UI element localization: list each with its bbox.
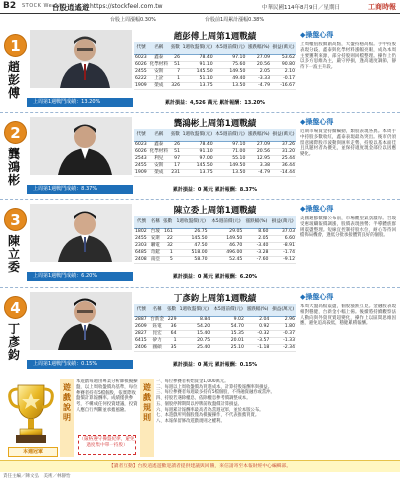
weekly-change: 台股上周漲幅0.30% bbox=[110, 17, 156, 23]
player-photo bbox=[30, 117, 132, 175]
section-divider bbox=[0, 112, 400, 113]
rank-badge: 2 bbox=[4, 121, 27, 144]
table-row: 2455 安斯 22 145.50 149.50 2.05 6.60 bbox=[135, 235, 295, 241]
opinion-title: ◆操盤心得 bbox=[300, 118, 334, 126]
rank-badge: 4 bbox=[4, 296, 27, 319]
rules-area bbox=[0, 377, 400, 459]
opinion-text: 上周權值股續創高點，大盤持穩高檔。手中持股表現分歧，鑫泰與化學材料漲幅亮眼，成為本周主要獲利來源，部分持股則回檔整理。操作上仍以多方思維為主，嚴守停損，逢高適度調節，靜待下一波主升段。 bbox=[300, 42, 396, 71]
profit-bar: 上周第1週戰鬥成績：6.20% bbox=[27, 272, 133, 281]
opinion-title: ◆操盤心得 bbox=[300, 293, 334, 301]
table-title: 龔鴻彬上周第1週戰績 bbox=[173, 119, 257, 129]
page-number: B2 bbox=[3, 1, 17, 11]
cumulative-change: 台股前1周累計漲幅0.38% bbox=[205, 17, 265, 23]
section-divider bbox=[0, 199, 400, 200]
table-row: 1909 榮成 231 13.75 13.50 -4.79 -14.44 bbox=[135, 169, 295, 175]
game-description-text: 本遊戲每週由專業分析師模擬操盤，以上周收盤價為基準，每位參賽者持有5檔個股，依實際收盤價計算報酬率。成績僅供參考，不構成任何投資建議，投資人應自行判斷並承擔風險。 bbox=[76, 379, 138, 413]
list-item: 二、每週以上周收盤價為買進成本，計算持股報酬率與損益。 bbox=[156, 384, 273, 390]
player-photo bbox=[30, 292, 132, 350]
list-item: 八、本報保留修改遊戲規則之權利。 bbox=[156, 418, 225, 424]
table-row: 2406 國碩 35 25.40 25.10 -1.18 -2.34 bbox=[135, 344, 295, 350]
opinion-text: 近期市場資金持續輪動，類股表現各異。本周手中持股多數收紅，鑫泰表現最為突出。後市仍須留意國際股市波動與匯率走勢，持股以基本面佳且具題材者為優先，並保持適度現金部位以因應變化。 bbox=[300, 129, 396, 158]
player-name-vertical: 丁 彥 鈞 bbox=[7, 322, 20, 362]
cumulative-total: 累計損益：0 萬元 累計報酬：0.15% bbox=[172, 362, 258, 368]
player-photo bbox=[30, 204, 132, 262]
table-row: 6026 化學材料 51 91.10 71.00 20.56 31.20 bbox=[135, 148, 295, 154]
table-row: 2455 安斯 7 145.50 149.50 2.05 2.10 bbox=[135, 68, 295, 74]
table-row: 6222 上詮 1 51.10 49.40 -3.33 -0.17 bbox=[135, 75, 295, 81]
profit-bar: 上周第1週戰鬥成績：8.37% bbox=[27, 185, 133, 194]
table-title: 陳立委上周第1週戰績 bbox=[173, 206, 257, 216]
table-row: 2303 聯電 32 47.50 46.70 -3.40 -8.91 bbox=[135, 242, 295, 248]
section-divider bbox=[0, 287, 400, 288]
list-item: 一、每位參賽者初始資金1,000萬元。 bbox=[156, 379, 229, 384]
reader-notice: 【讀者互動】台股逍遙遊歡迎讀者提供建議與回饋，來信請寄至本報財經中心編輯部。 bbox=[0, 460, 400, 472]
table-row: 6023 鑫泰 26 78.40 97.10 27.09 53.62 bbox=[135, 54, 295, 60]
player-name-vertical: 龔 鴻 彬 bbox=[7, 147, 20, 187]
list-item: 三、每位參賽者每週最多持有5檔個股，不得融資融券或當沖。 bbox=[156, 390, 275, 396]
opinion-title: ◆操盤心得 bbox=[300, 31, 334, 39]
table-row: 2455 安斯 17 145.50 149.50 3.38 36.44 bbox=[135, 162, 295, 168]
table-row: 2887 台新金 229 8.84 9.02 2.04 2.96 bbox=[135, 316, 295, 322]
table-row: 6023 鑫泰 26 78.40 97.10 27.09 37.26 bbox=[135, 141, 295, 147]
column-title: 台股逍遙遊 bbox=[52, 3, 90, 12]
table-row: 6485 奇鋐 1 518.00 496.00 -3.28 -1.74 bbox=[135, 249, 295, 255]
table-title: 丁彥鈞上周第1週戰績 bbox=[173, 294, 257, 304]
profit-bar: 上周第1週戰鬥成績：13.20% bbox=[27, 98, 133, 107]
editor-credits: 責任主編／陳文弘 美術／林靜怡 bbox=[3, 474, 71, 479]
holdings-table: 代號 名稱 張數 1週收盤價(元) 本5週前價(元) 漲跌幅(%) 損益(萬元) 6023 鑫泰 26 78.40 97.10 27.09 53.62 6026 化學材料 51 91.10 75.60 20.56 90.80 2455 安斯 7 145.50 149.50 2.05 2.10 6222 上詮 1 51.10 49.40 -3.33 -0.17 1909 榮成 326 13.75 13.50 -4.79 -16.67 bbox=[134, 42, 296, 90]
table-row: 1802 台玻 161 26.75 29.05 8.60 37.03 bbox=[135, 228, 295, 234]
trophy-icon bbox=[4, 379, 58, 451]
issue-date: 中華民國114年8月9日／星期日 bbox=[262, 5, 340, 11]
rank-badge: 3 bbox=[4, 208, 27, 231]
table-row: 6026 化學材料 51 91.10 75.60 20.56 90.80 bbox=[135, 61, 295, 67]
cumulative-total: 累計損益：0 萬元 累計報酬：6.20% bbox=[172, 274, 258, 280]
game-rules-heading: 遊戲規則 bbox=[140, 379, 154, 457]
opinion-text: 美國通膨數據公布前，市場觀望氣氛濃厚。台玻受惠玻纖報價調漲，股價表現強勢；半導體族群則震盪整理。短線宜控制持股水位，耐心等待回檔佈局機會，逢低分批承接體質良好的個股。 bbox=[300, 216, 396, 239]
player-name-vertical: 陳 立 委 bbox=[7, 234, 20, 274]
table-row: 6415 矽力 1 20.75 20.01 -3.57 -1.33 bbox=[135, 337, 295, 343]
list-item: 七、本遊戲所列個股僅為模擬操作，不代表推薦買賣。 bbox=[156, 413, 260, 419]
opinion-title: ◆操盤心得 bbox=[300, 205, 334, 213]
table-row: 2827 昆宏 64 15.40 15.35 -0.32 -0.37 bbox=[135, 330, 295, 336]
cumulative-total: 累計損益：4,526 萬元 累計報酬：13.20% bbox=[164, 100, 266, 106]
holdings-table: 代號 名稱 張數 1週收盤價(元) 本5週前價(元) 漲跌幅(%) 損益(萬元) 1802 台玻 161 26.75 29.05 8.60 37.03 2455 安斯 22 145.50 149.50 2.05 6.60 2303 聯電 32 47.50 46.70 -3.40 -8.91 6485 奇鋐 1 518.00 496.00 -3.28 -1.74 2408 南亞 5 58.70 52.45 -7.60 -9.12 bbox=[134, 216, 296, 264]
player-name-vertical: 趙 彭 傅 bbox=[7, 60, 20, 100]
table-row: 2609 鈺電 36 54.20 54.70 0.92 1.80 bbox=[135, 323, 295, 329]
opinion-text: 本周大盤高檔震盪，個股漲跌互見。金融股表現相對穩健，台新金小幅上揚。後續將持續觀察法人動向與外資買賣超變化，操作上以區間思維因應，避免追高殺低，穩健累積報酬。 bbox=[300, 304, 396, 327]
page-header bbox=[0, 0, 400, 14]
newspaper-logo: 工商時報 bbox=[368, 3, 396, 11]
website-url[interactable]: https://stockfeel.com.tw bbox=[90, 3, 163, 10]
table-row: 2543 利兒 97 97.00 55.10 12.95 25.44 bbox=[135, 155, 295, 161]
discipline-note: （嚴格遵守操盤紀律，避免過度集中單一持股） bbox=[78, 435, 136, 455]
cumulative-total: 累計損益：0 萬元 累計報酬：8.37% bbox=[172, 187, 258, 193]
section-tag: STOCK Weekly bbox=[22, 3, 65, 9]
game-description-heading: 遊戲說明 bbox=[60, 379, 74, 457]
list-item: 六、每週累計報酬率最高者為當週冠軍，並於本版公布。 bbox=[156, 407, 264, 413]
table-row: 2408 南亞 5 58.70 52.45 -7.60 -9.12 bbox=[135, 256, 295, 262]
profit-bar: 上周第1週戰鬥成績：0.15% bbox=[27, 360, 133, 369]
game-rules-list bbox=[156, 379, 396, 457]
holdings-table: 代號 名稱 張數 1週收盤價(元) 本5週前價(元) 漲跌幅(%) 損益(萬元) 6023 鑫泰 26 78.40 97.10 27.09 37.26 6026 化學材料 51 91.10 71.00 20.56 31.20 2543 利兒 97 97.00 55.10 12.95 25.44 2455 安斯 17 145.50 149.50 3.38 36.44 1909 榮成 231 13.75 13.50 -4.79 -14.44 bbox=[134, 129, 296, 177]
player-photo bbox=[30, 30, 132, 88]
holdings-table: 代號 名稱 張數 1週收盤價(元) 本5週前價(元) 漲跌幅(%) 損益(萬元) 2887 台新金 229 8.84 9.02 2.04 2.96 2609 鈺電 36 54.20 54.70 0.92 1.80 2827 昆宏 64 15.40 15.35 -0.32 -0.37 6415 矽力 1 20.75 20.01 -3.57 -1.33 2406 國碩 35 25.40 25.10 -1.18 -2.34 bbox=[134, 304, 296, 352]
winner-label: 本週冠軍 bbox=[8, 447, 58, 457]
table-row: 1909 榮成 326 13.75 13.50 -4.79 -16.67 bbox=[135, 82, 295, 88]
list-item: 五、個股停牌期間以停牌前收盤價計算損益。 bbox=[156, 401, 242, 407]
list-item: 四、持股若遇除權息，依除權息參考價調整成本。 bbox=[156, 396, 251, 402]
table-title: 趙彭傅上周第1週戰績 bbox=[173, 32, 257, 42]
rank-badge: 1 bbox=[4, 34, 27, 57]
